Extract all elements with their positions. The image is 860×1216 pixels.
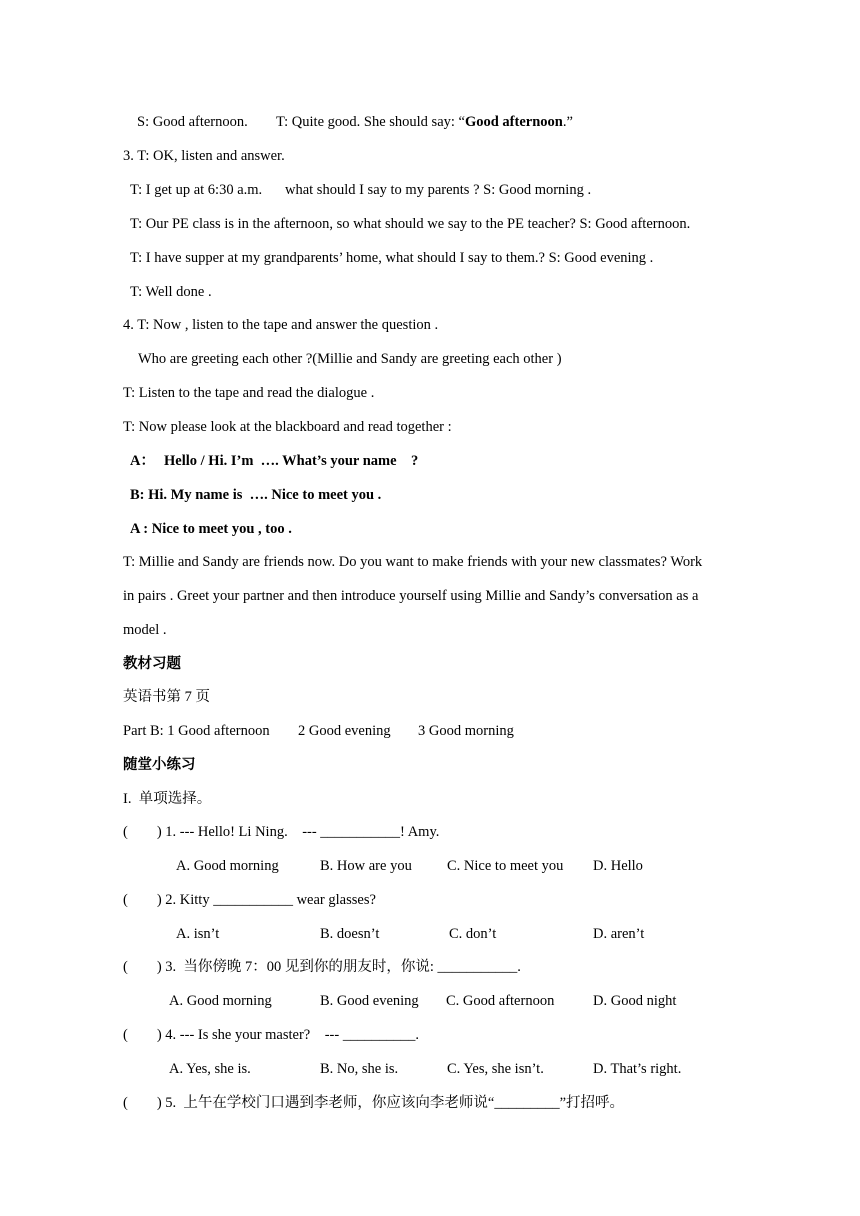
question-4-option-b: B. No, she is. xyxy=(320,1061,399,1077)
section-heading-practice: 随堂小练习 xyxy=(123,757,196,773)
practice-instruction: I. 单项选择。 xyxy=(123,791,212,807)
dialogue-b-line: B: Hi. My name is …. Nice to meet you . xyxy=(130,487,382,503)
question-1-option-a: A. Good morning xyxy=(176,858,279,874)
question-2-option-c: C. don’t xyxy=(449,926,497,942)
question-5-stem: ( ) 5. 上午在学校门口遇到李老师，你应该向李老师说“_________”打招呼。 xyxy=(123,1095,625,1111)
line-what-say-parents: what should I say to my parents ? S: Good morning . xyxy=(285,182,592,198)
textbook-page: 英语书第 7 页 xyxy=(123,689,210,705)
question-3-option-b: B. Good evening xyxy=(320,993,419,1009)
line-well-done: T: Well done . xyxy=(130,284,212,300)
part-b-answer-1: Part B: 1 Good afternoon xyxy=(123,723,270,739)
question-2-option-b: B. doesn’t xyxy=(320,926,380,942)
question-3-option-c: C. Good afternoon xyxy=(446,993,555,1009)
line-teacher-feedback xyxy=(276,113,573,131)
question-1-option-c: C. Nice to meet you xyxy=(447,858,564,874)
dialogue-a-label: A： xyxy=(130,453,155,469)
part-b-answer-3: 3 Good morning xyxy=(418,723,514,739)
question-1-stem: ( ) 1. --- Hello! Li Ning. --- ___________! Amy. xyxy=(123,824,440,840)
paragraph-line-3: model . xyxy=(123,622,167,638)
question-2-stem: ( ) 2. Kitty ___________ wear glasses? xyxy=(123,892,376,908)
question-2-option-a: A. isn’t xyxy=(176,926,220,942)
step-3-heading: 3. T: OK, listen and answer. xyxy=(123,148,285,164)
step-4-heading: 4. T: Now , listen to the tape and answer the question . xyxy=(123,317,439,333)
line-pe-class: T: Our PE class is in the afternoon, so what should we say to the PE teacher? S: Good afternoon. xyxy=(130,216,691,232)
feedback-text: T: Quite good. She should say: “ xyxy=(276,114,465,130)
line-supper: T: I have supper at my grandparents’ home, what should I say to them.? S: Good evening . xyxy=(130,250,654,266)
dialogue-a-line: Hello / Hi. I’m …. What’s your name ? xyxy=(164,453,419,469)
section-heading-textbook: 教材习题 xyxy=(123,656,181,672)
paragraph-line-2: in pairs . Greet your partner and then introduce yourself using Millie and Sandy’s conversation as a xyxy=(123,588,699,604)
line-s-good-afternoon: S: Good afternoon. xyxy=(137,114,248,130)
question-1-option-b: B. How are you xyxy=(320,858,412,874)
question-4-option-c: C. Yes, she isn’t. xyxy=(447,1061,544,1077)
question-4-option-a: A. Yes, she is. xyxy=(169,1061,251,1077)
question-3-option-d: D. Good night xyxy=(593,993,677,1009)
question-2-option-d: D. aren’t xyxy=(593,926,645,942)
line-listen-read: T: Listen to the tape and read the dialogue . xyxy=(123,385,375,401)
question-4-stem: ( ) 4. --- Is she your master? --- __________. xyxy=(123,1027,419,1043)
question-3-option-a: A. Good morning xyxy=(169,993,272,1009)
dialogue-a-reply: A : Nice to meet you , too . xyxy=(130,521,292,537)
question-3-stem: ( ) 3. 当你傍晚 7：00 见到你的朋友时，你说: ___________. xyxy=(123,959,521,975)
line-get-up: T: I get up at 6:30 a.m. xyxy=(130,182,263,198)
line-who-greeting: Who are greeting each other ?(Millie and Sandy are greeting each other ) xyxy=(138,351,562,367)
line-blackboard: T: Now please look at the blackboard and read together : xyxy=(123,419,452,435)
feedback-end: .” xyxy=(562,114,573,130)
part-b-answer-2: 2 Good evening xyxy=(298,723,391,739)
question-1-option-d: D. Hello xyxy=(593,858,643,874)
question-4-option-d: D. That’s right. xyxy=(593,1061,682,1077)
paragraph-line-1: T: Millie and Sandy are friends now. Do you want to make friends with your new classmates? Work xyxy=(123,554,703,570)
feedback-bold: Good afternoon xyxy=(464,114,563,130)
